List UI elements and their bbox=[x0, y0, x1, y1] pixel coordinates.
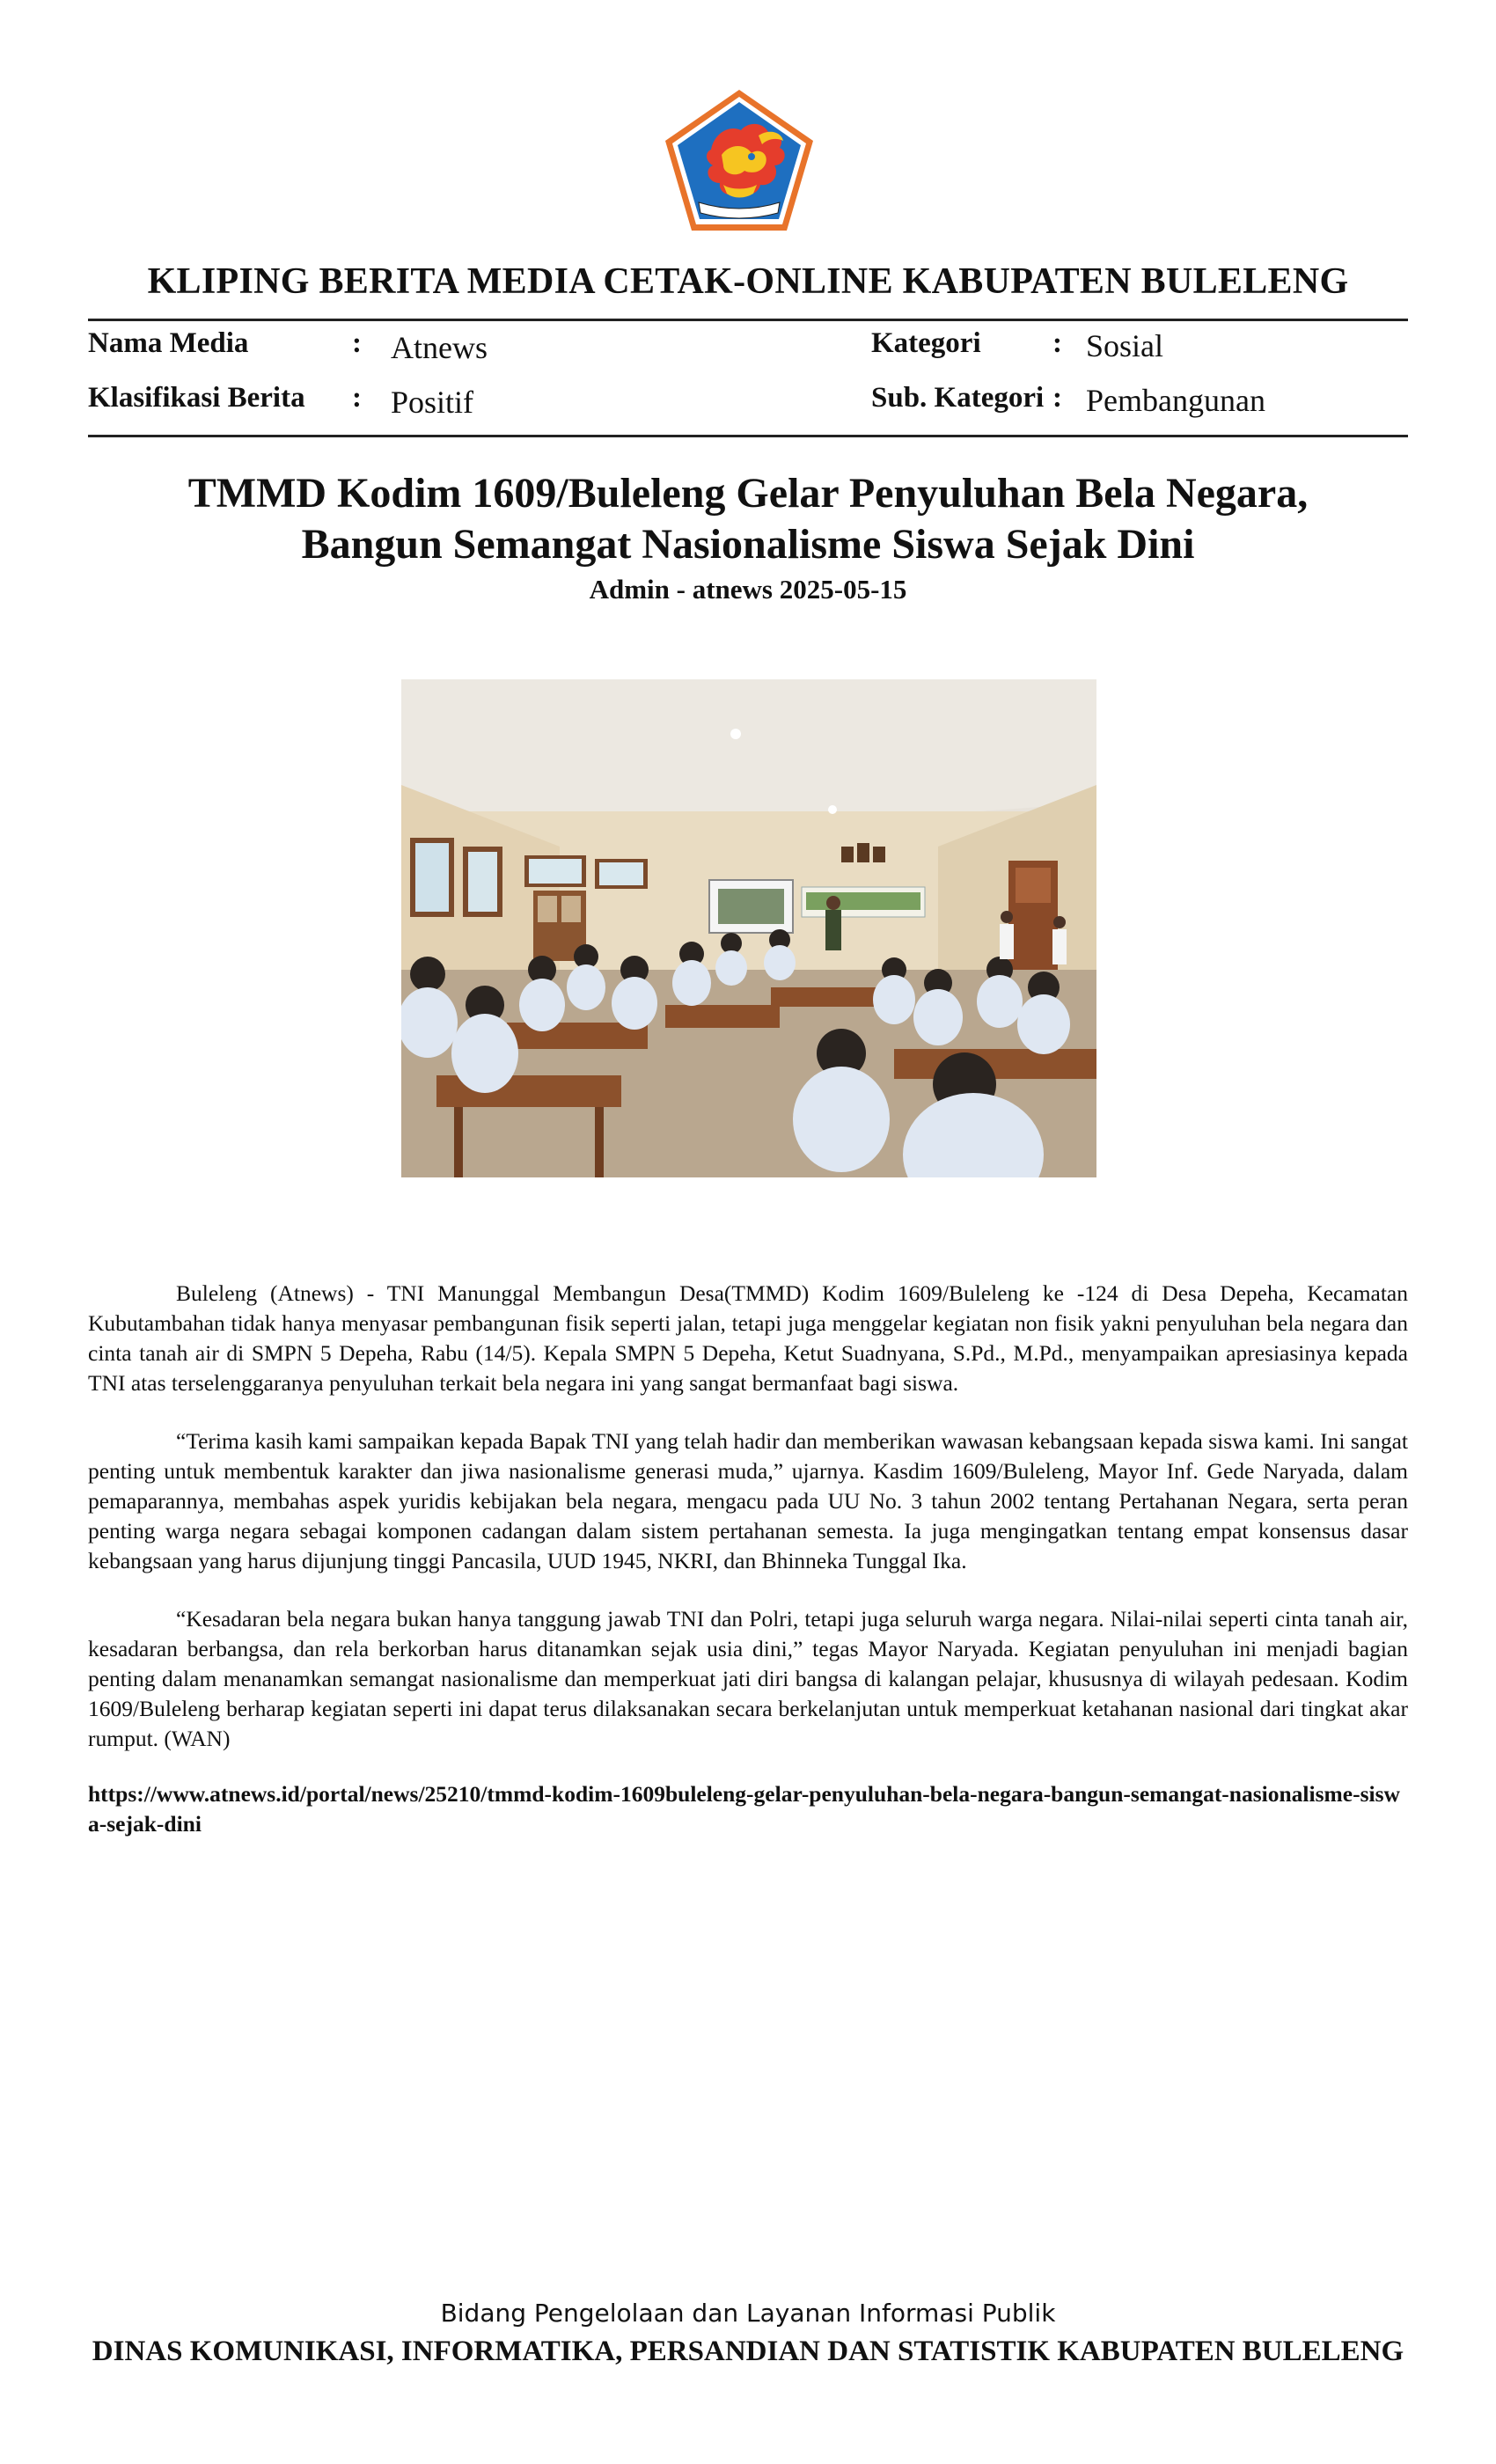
klasifikasi-value: Positif bbox=[391, 385, 474, 420]
source-link[interactable]: https://www.atnews.id/portal/news/25210/tmmd-kodim-1609buleleng-gelar-penyuluhan-bela-negara-bangun-semangat-nasionalisme-siswa-sejak-dini bbox=[88, 1781, 1400, 1837]
nama-media-value: Atnews bbox=[391, 330, 488, 365]
article-body bbox=[88, 1279, 1408, 1782]
article-byline: Admin - atnews 2025-05-15 bbox=[589, 574, 907, 605]
buleleng-emblem-logo bbox=[660, 86, 818, 236]
article-paragraph-2: “Terima kasih kami sampaikan kepada Bapak TNI yang telah hadir dan memberikan wawasan kebangsaan kepada siswa kami. Ini sangat penting untuk membentuk karakter dan jiwa nasionalisme generasi muda,” ujarnya. Kasdim 1609/Buleleng, Mayor Inf. Gede Naryada, dalam pemaparannya, membahas aspek yuridis kebijakan bela negara, mengacu pada UU No. 3 tahun 2002 tentang Pertahanan Negara, serta peran penting warga negara sebagai komponen cadangan dalam sistem pertahanan semesta. Ia juga mengingatkan tentang empat konsensus dasar kebangsaan yang harus dijunjung tinggi Pancasila, UUD 1945, NKRI, dan Bhinneka Tunggal Ika. bbox=[88, 1428, 1408, 1573]
header-divider-bottom bbox=[88, 435, 1408, 437]
klasifikasi-label: Klasifikasi Berita bbox=[88, 382, 305, 414]
article-photo bbox=[401, 679, 1096, 1177]
headline-line-1: TMMD Kodim 1609/Buleleng Gelar Penyuluhan Bela Negara, bbox=[187, 470, 1309, 517]
article-paragraph-1: Buleleng (Atnews) - TNI Manunggal Membangun Desa(TMMD) Kodim 1609/Buleleng ke -124 di Desa Depeha, Kecamatan Kubutambahan tidak hanya menyasar pembangunan fisik seperti jalan, tetapi juga menggelar kegiatan non fisik yakni penyuluhan bela negara dan cinta tanah air di SMPN 5 Depeha, Rabu (14/5). Kepala SMPN 5 Depeha, Ketut Suadnyana, S.Pd., M.Pd., menyampaikan apresiasinya kepada TNI atas terselenggaranya penyuluhan terkait bela negara ini yang sangat bermanfaat bagi siswa. bbox=[88, 1280, 1408, 1396]
document-title: KLIPING BERITA MEDIA CETAK-ONLINE KABUPATEN BULELENG bbox=[147, 261, 1349, 302]
article-paragraph-3: “Kesadaran bela negara bukan hanya tanggung jawab TNI dan Polri, tetapi juga seluruh warga negara. Nilai-nilai seperti cinta tanah air, kesadaran berbangsa, dan rela berkorban harus ditanamkan sejak usia dini,” tegas Mayor Naryada. Kegiatan penyuluhan ini menjadi bagian penting dalam menanamkan semangat nasionalisme dan memperkuat jati diri bangsa di kalangan pelajar, khususnya di wilayah pedesaan. Kodim 1609/Buleleng berharap kegiatan seperti ini dapat terus dilaksanakan secara berkelanjutan untuk memperkuat ketahanan nasional dari tingkat akar rumput. (WAN) bbox=[88, 1606, 1408, 1751]
subkategori-label: Sub. Kategori bbox=[871, 382, 1045, 414]
kategori-value: Sosial bbox=[1086, 328, 1164, 363]
footer-agency: DINAS KOMUNIKASI, INFORMATIKA, PERSANDIAN DAN STATISTIK KABUPATEN BULELENG bbox=[92, 2336, 1404, 2367]
subkategori-value: Pembangunan bbox=[1086, 383, 1265, 418]
footer-division: Bidang Pengelolaan dan Layanan Informasi Publik bbox=[440, 2299, 1056, 2328]
nama-media-colon: : bbox=[352, 327, 362, 359]
kategori-colon: : bbox=[1052, 327, 1062, 359]
headline-line-2: Bangun Semangat Nasionalisme Siswa Sejak Dini bbox=[301, 521, 1195, 568]
header-divider-top bbox=[88, 319, 1408, 321]
kategori-label: Kategori bbox=[871, 327, 981, 359]
nama-media-label: Nama Media bbox=[88, 327, 249, 359]
klasifikasi-colon: : bbox=[352, 382, 362, 414]
subkategori-colon: : bbox=[1052, 382, 1062, 414]
article-headline bbox=[88, 468, 1408, 570]
